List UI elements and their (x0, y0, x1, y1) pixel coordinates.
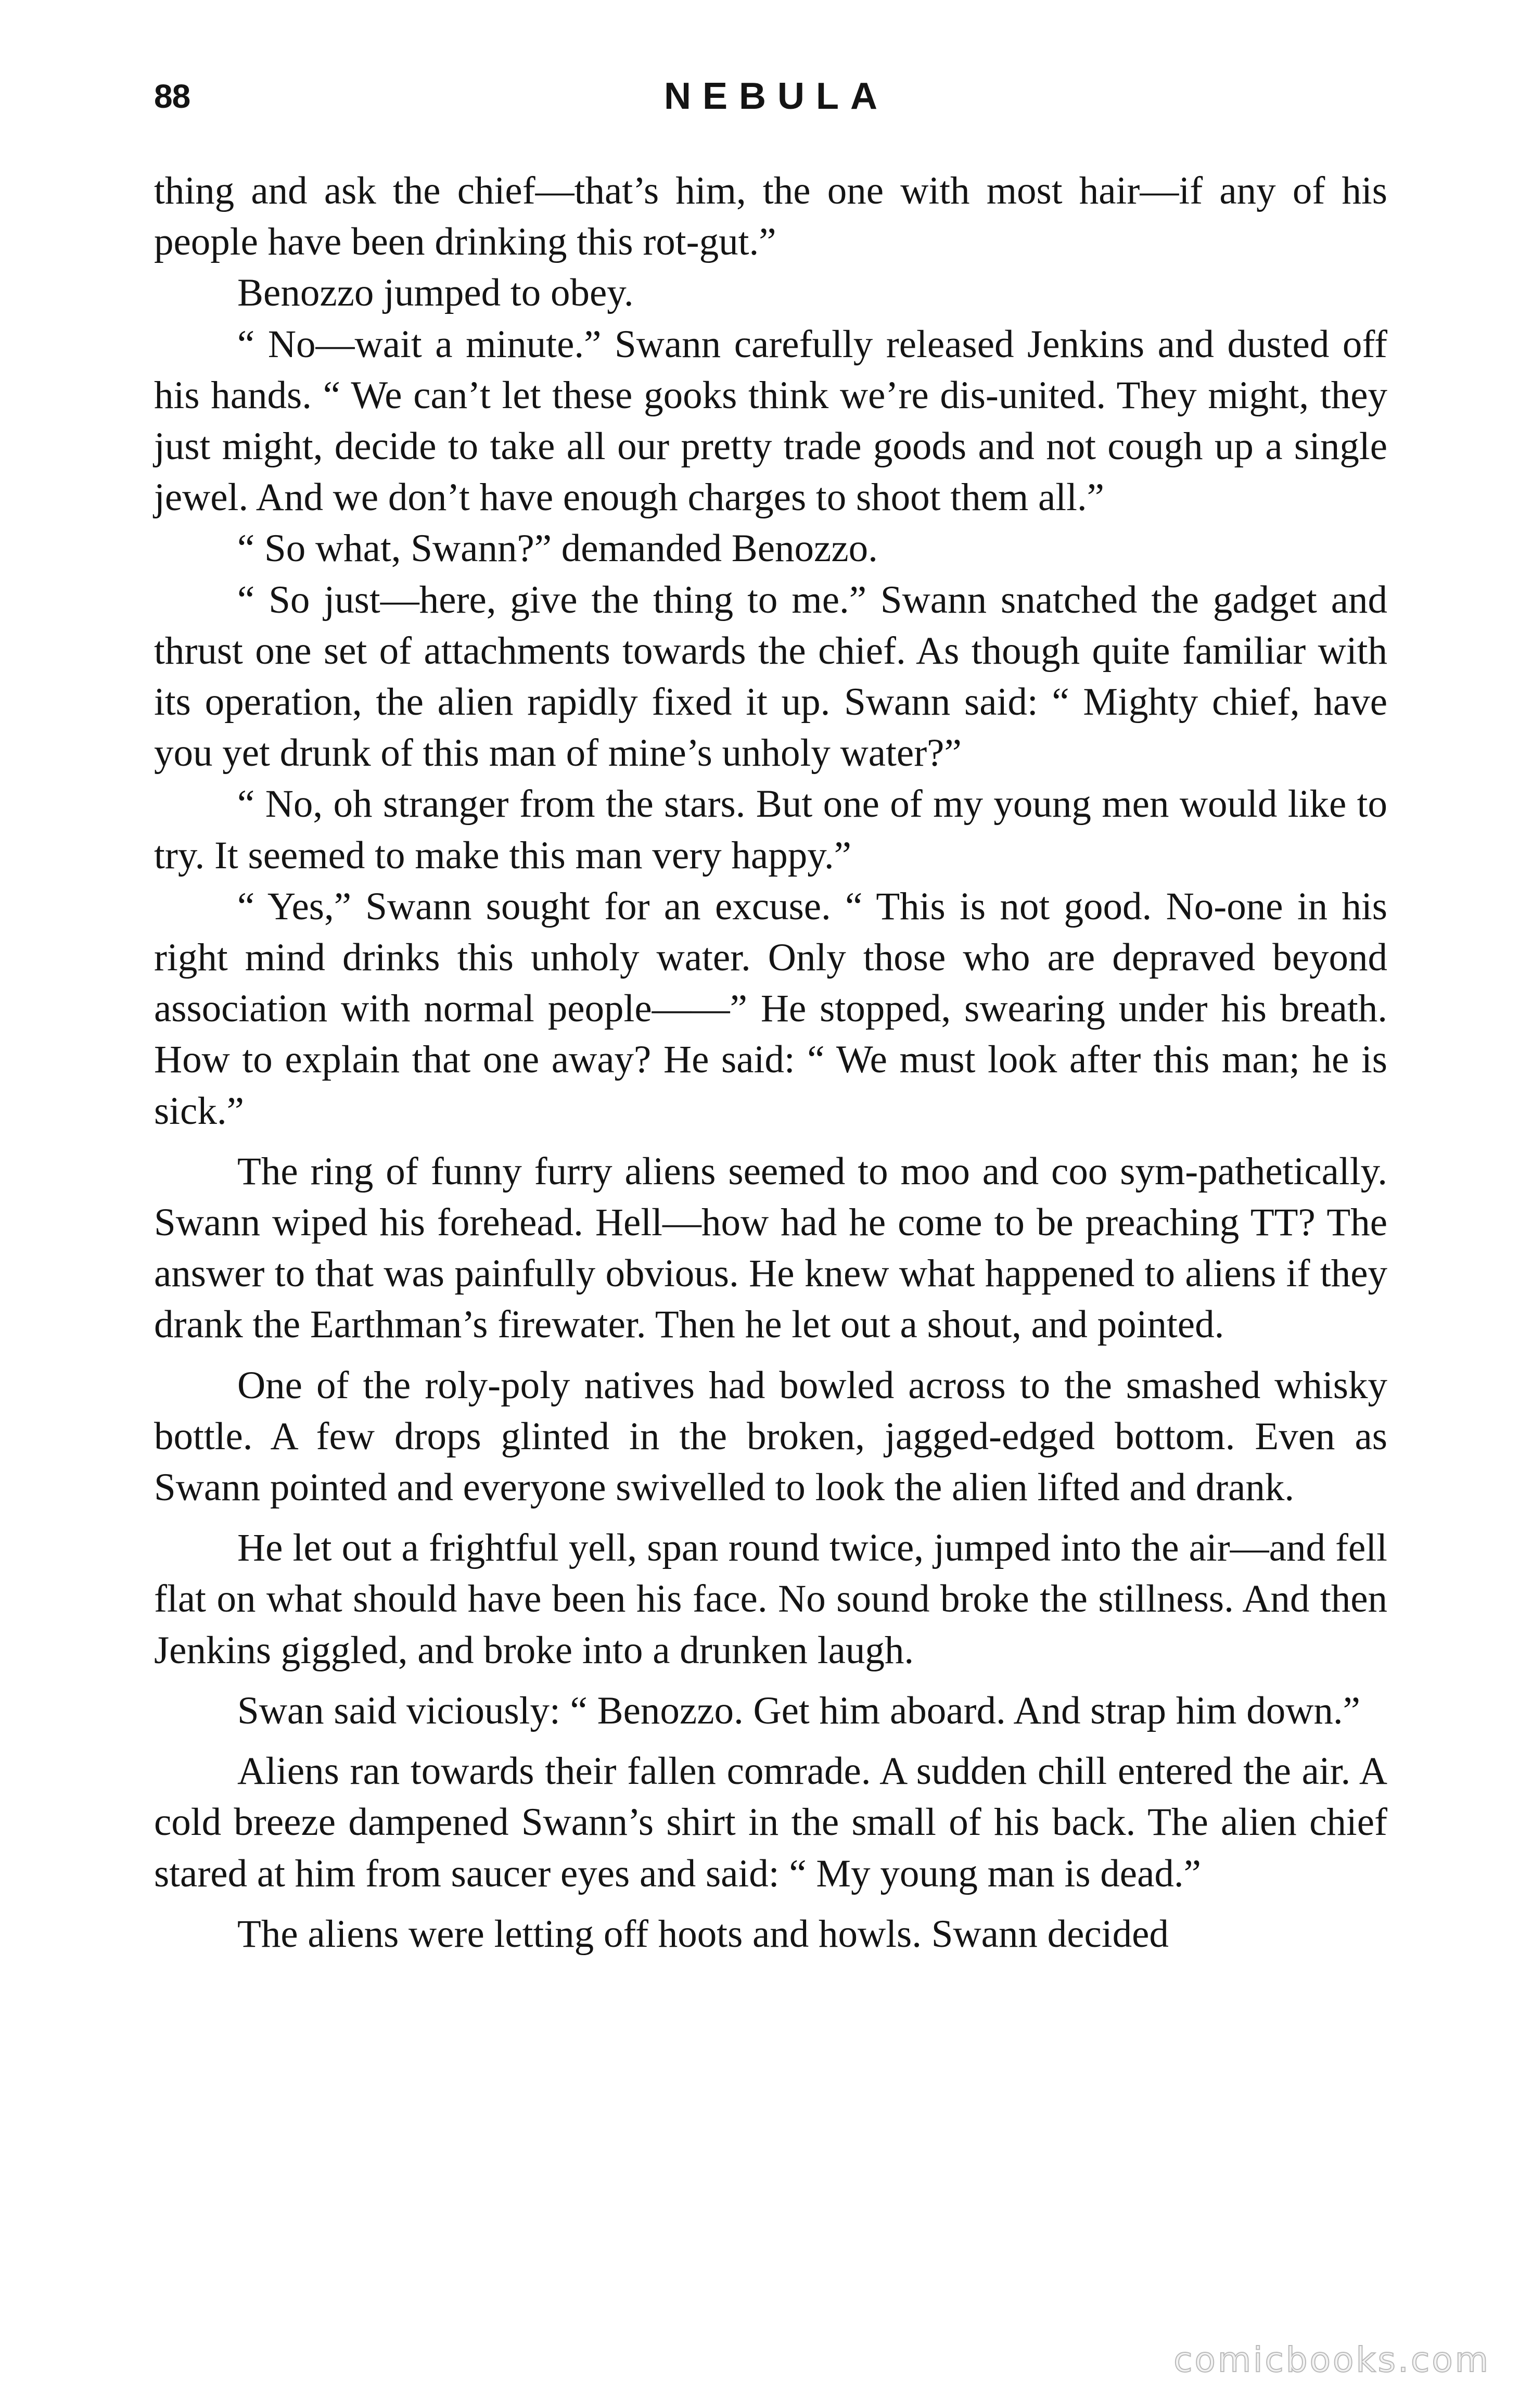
paragraph: thing and ask the chief—that’s him, the one with most hair—if any of his people have been drinking this rot-gut.” (154, 169, 1387, 264)
paragraph: The aliens were letting off hoots and howls. Swann decided (237, 1912, 1169, 1956)
running-head (154, 73, 1387, 120)
paragraph: Swan said viciously: “ Benozzo. Get him aboard. And strap him down.” (237, 1689, 1360, 1732)
paragraph: “ No—wait a minute.” Swann carefully released Jenkins and dusted off his hands. “ We can’t let these gooks think we’re dis-united. They might, they just might, decide to take all our pretty trade goods and not cough up a single jewel. And we don’t have enough charges to shoot them all.” (154, 322, 1387, 519)
paragraph: “ So just—here, give the thing to me.” Swann snatched the gadget and thrust one set of attachments towards the chief. As though quite familiar with its operation, the alien rapidly fixed it up. Swann said: “ Mighty chief, have you yet drunk of this man of mine’s unholy water?” (154, 578, 1387, 775)
paragraph: “ No, oh stranger from the stars. But one of my young men would like to try. It seemed to make this man very happy.” (154, 782, 1387, 877)
paragraph: Aliens ran towards their fallen comrade. A sudden chill entered the air. A cold breeze dampened Swann’s shirt in the small of his back. The alien chief stared at him from saucer eyes and said: “ My young man is dead.” (154, 1750, 1387, 1895)
story-text (154, 166, 1387, 1960)
paragraph: Benozzo jumped to obey. (237, 271, 634, 315)
paragraph: One of the roly-poly natives had bowled across to the smashed whisky bottle. A few drops glinted in the broken, jagged-edged bottom. Even as Swann pointed and everyone swivelled to look the alien lifted and drank. (154, 1363, 1387, 1510)
paragraph: “ So what, Swann?” demanded Benozzo. (237, 527, 878, 571)
paragraph: “ Yes,” Swann sought for an excuse. “ This is not good. No-one in his right mind drinks this unholy water. Only those who are depraved beyond association with normal people——” He stopped, swearing under his breath. How to explain that one away? He said: “ We must look after this man; he is sick.” (154, 884, 1387, 1133)
journal-title: NEBULA (664, 75, 889, 117)
watermark: comicbooks.com (1173, 2340, 1490, 2380)
paragraph: The ring of funny furry aliens seemed to moo and coo sym-pathetically. Swann wiped his forehead. Hell—how had he come to be preaching TT? The answer to that was painfully obvious. He knew what happened to aliens if they drank the Earthman’s firewater. Then he let out a shout, and pointed. (154, 1149, 1387, 1347)
paragraph: He let out a frightful yell, span round twice, jumped into the air—and fell flat on what should have been his face. No sound broke the stillness. And then Jenkins giggled, and broke into a drunken laugh. (154, 1526, 1387, 1672)
page-number: 88 (154, 78, 190, 115)
